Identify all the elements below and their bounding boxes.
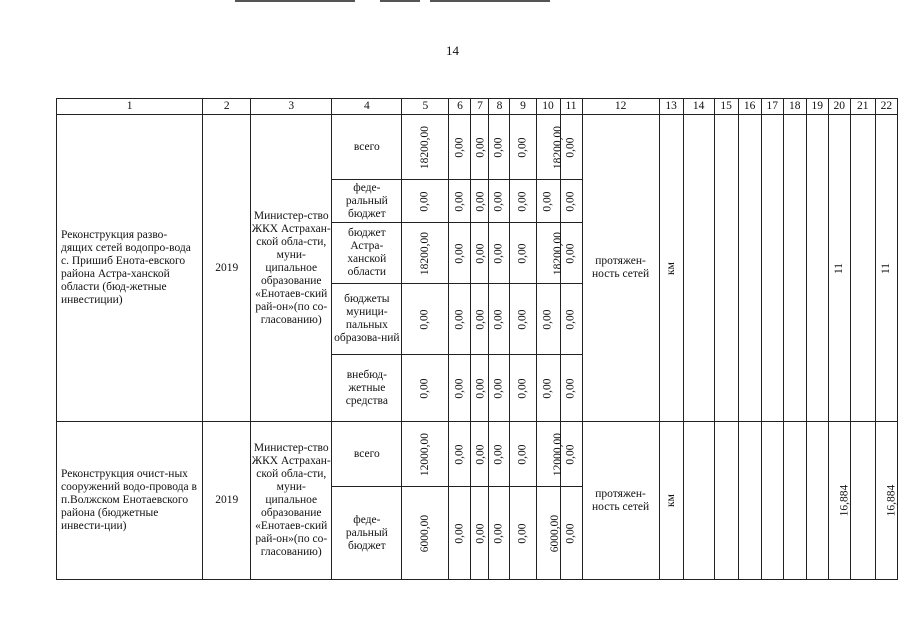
program-table (56, 98, 898, 580)
empty-cell (850, 115, 875, 422)
project-executor: Министер-ство ЖКХ Астрахан-ской обла-сти, муни-ципальное образование «Енотаев-ский рай-он»(по со-гласованию) (251, 422, 332, 580)
amount-total: 18200,00 (418, 125, 431, 169)
amount-year-4: 0,00 (516, 190, 529, 212)
amount-year-6: 0,00 (564, 308, 577, 330)
header-cell: 9 (510, 99, 536, 115)
header-cell: 22 (875, 99, 897, 115)
amount-year-1: 0,00 (453, 242, 466, 264)
header-cell: 16 (738, 99, 761, 115)
funding-source: феде-ральный бюджет (332, 487, 402, 580)
header-cell: 1 (57, 99, 203, 115)
amount-year-1: 0,00 (453, 443, 466, 465)
project-executor: Министер-ство ЖКХ Астрахан-ской обла-сти, муни-ципальное образование «Енотаев-ский рай-он»(по со-гласованию) (251, 115, 332, 422)
amount-year-2: 0,00 (475, 136, 488, 158)
header-cell: 12 (582, 99, 659, 115)
amount-year-6: 0,00 (564, 443, 577, 465)
amount-year-3: 0,00 (493, 190, 506, 212)
header-cell: 21 (850, 99, 875, 115)
amount-year-3: 0,00 (493, 136, 506, 158)
amount-year-3: 0,00 (493, 308, 506, 330)
amount-year-1: 0,00 (453, 377, 466, 399)
amount-year-4: 0,00 (516, 443, 529, 465)
amount-year-4: 0,00 (516, 308, 529, 330)
amount-year-2: 0,00 (475, 522, 488, 544)
amount-year-2: 0,00 (475, 443, 488, 465)
empty-cell (683, 422, 714, 580)
amount-year-2: 0,00 (475, 242, 488, 264)
amount-year-5: 0,00 (541, 377, 554, 399)
amount-year-2: 0,00 (475, 308, 488, 330)
amount-total: 0,00 (418, 377, 431, 399)
empty-cell (738, 422, 761, 580)
indicator-name: протяжен-ность сетей (582, 422, 659, 580)
header-cell: 5 (402, 99, 449, 115)
indicator-value-20: 11 (832, 262, 845, 274)
header-cell: 19 (806, 99, 828, 115)
amount-year-5: 0,00 (541, 190, 554, 212)
header-cell: 15 (714, 99, 738, 115)
project-name: Реконструкция разво-дящих сетей водопро-вода с. Пришиб Енота-евского района Астра-ханской области (бюд-жетные инвестиции) (57, 115, 203, 422)
header-cell: 8 (489, 99, 510, 115)
header-cell: 3 (251, 99, 332, 115)
project-year: 2019 (203, 115, 251, 422)
amount-year-6: 0,00 (564, 190, 577, 212)
table-row (57, 115, 898, 180)
header-cell: 11 (560, 99, 582, 115)
amount-year-2: 0,00 (475, 190, 488, 212)
amount-year-6: 0,00 (564, 377, 577, 399)
header-row (57, 99, 898, 115)
funding-source: внебюд-жетные средства (332, 355, 402, 422)
empty-cell (783, 422, 806, 580)
header-cell: 14 (683, 99, 714, 115)
empty-cell (683, 115, 714, 422)
scan-artifact-line (235, 0, 355, 2)
funding-source: всего (332, 422, 402, 487)
funding-source: феде-ральный бюджет (332, 180, 402, 223)
indicator-name: протяжен-ность сетей (582, 115, 659, 422)
header-cell: 10 (536, 99, 560, 115)
amount-total: 18200,00 (418, 231, 431, 275)
amount-year-2: 0,00 (475, 377, 488, 399)
header-cell: 2 (203, 99, 251, 115)
scan-artifact-line (380, 0, 420, 2)
header-cell: 7 (471, 99, 489, 115)
amount-year-4: 0,00 (516, 242, 529, 264)
amount-year-3: 0,00 (493, 443, 506, 465)
empty-cell (806, 115, 828, 422)
table-row (57, 422, 898, 487)
amount-year-6: 0,00 (564, 242, 577, 264)
amount-year-1: 0,00 (453, 308, 466, 330)
empty-cell (761, 115, 783, 422)
empty-cell (761, 422, 783, 580)
amount-year-1: 0,00 (453, 522, 466, 544)
amount-year-1: 0,00 (453, 136, 466, 158)
page-number: 14 (446, 43, 459, 58)
amount-year-5: 6000,00 (548, 514, 561, 552)
empty-cell (714, 115, 738, 422)
header-cell: 4 (332, 99, 402, 115)
amount-year-4: 0,00 (516, 136, 529, 158)
header-cell: 18 (783, 99, 806, 115)
indicator-value-22: 11 (879, 262, 892, 274)
empty-cell (738, 115, 761, 422)
indicator-value-22: 16,884 (885, 484, 898, 517)
amount-total: 0,00 (418, 308, 431, 330)
amount-year-6: 0,00 (564, 522, 577, 544)
header-cell: 6 (449, 99, 471, 115)
funding-source: бюджет Астра-ханской области (332, 223, 402, 284)
amount-total: 12000,00 (418, 432, 431, 476)
indicator-unit: км (664, 494, 677, 507)
amount-year-6: 0,00 (564, 136, 577, 158)
funding-source: всего (332, 115, 402, 180)
header-cell: 17 (761, 99, 783, 115)
project-name: Реконструкция очист-ных сооружений водо-провода в п.Волжском Енотаевского района (бюджетные инвести-ции) (57, 422, 203, 580)
empty-cell (714, 422, 738, 580)
amount-year-5: 0,00 (541, 308, 554, 330)
amount-year-5: 18200,00 (551, 125, 564, 169)
empty-cell (806, 422, 828, 580)
indicator-unit: км (664, 261, 677, 275)
indicator-value-20: 16,884 (838, 484, 851, 517)
amount-year-3: 0,00 (493, 522, 506, 544)
project-year: 2019 (203, 422, 251, 580)
amount-year-1: 0,00 (453, 190, 466, 212)
scan-artifact-line (430, 0, 550, 2)
header-cell: 20 (828, 99, 850, 115)
amount-year-4: 0,00 (516, 377, 529, 399)
amount-total: 6000,00 (418, 514, 431, 552)
empty-cell (783, 115, 806, 422)
header-cell: 13 (659, 99, 683, 115)
empty-cell (850, 422, 875, 580)
funding-source: бюджеты муници-пальных образова-ний (332, 284, 402, 355)
amount-year-5: 18200,00 (551, 231, 564, 275)
amount-year-3: 0,00 (493, 242, 506, 264)
amount-year-5: 12000,00 (551, 432, 564, 476)
amount-year-4: 0,00 (516, 522, 529, 544)
amount-total: 0,00 (418, 190, 431, 212)
amount-year-3: 0,00 (493, 377, 506, 399)
